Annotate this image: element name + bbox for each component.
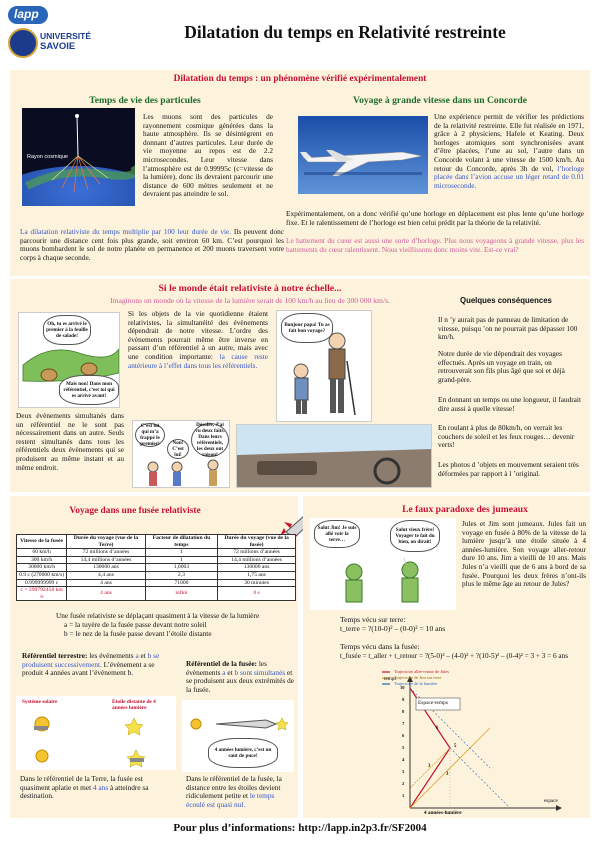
table-row [17,579,296,587]
simultaneity-text [128,310,268,370]
y-tick: 4 [402,757,405,762]
table-cell: 0.9 c (270000 km/s) [17,571,67,579]
rocket-frame-t2: et se produisent aux deux extrémités de la fusée. [186,667,295,694]
rocket-frame-title: Référentiel de la fusée: [186,659,257,668]
legend-3: Trajectoire de la lumière [394,681,438,686]
table-cell: infini [145,587,217,601]
earth-frame-bottom [20,775,170,801]
table-cell: 1,75 ans [218,571,296,579]
table-cell: c = 299792458 km /s [17,587,67,601]
grandpa-bubble: Bonjour papa! Tu as fait bon voyage? [281,313,333,343]
collision-bubble-2: Non! C’est lui! [167,439,189,459]
rocket-frame-bottom-1: Dans le référentiel de la fusée, la distance entre les étoiles devient ridiculement petite et [186,774,282,801]
cosmic-ray-image [22,108,135,206]
muons-note-blue: La dilatation relativiste du temps multiplie par 100 leur durée de vie. [20,227,232,236]
concorde-text-main: Une expérience permit de vérifier les prédictions de la relativité restreinte. Elle fut réalisée en 1971, grâce à 2 physiciens, Hafele et Keating. Deux horloges atomiques sont synchronisées avant d’être placées, l’une au sol, l’autre dans un Concorde volant à une vitesse de 1500 km/h. Au retour du Concorde, après 3h de vol, [434,112,584,173]
y-tick: 3 [402,769,405,774]
y-tick: 8 [402,709,405,714]
concorde-drawing [298,116,428,194]
x-axis-label: espace [544,798,558,804]
table-cell: 130000 ans [67,564,146,572]
consequence-4: En roulant à plus de 80km/h, on verrait les couchers de soleil et les feux rouges… devenir verts! [438,423,575,450]
table-cell: 2,3 [145,571,217,579]
table-row [17,549,296,557]
earth-frame-title: Référentiel terrestre: [22,651,88,660]
consequence-5: Les photos d ’objets en mouvement seraient très déformées par rapport à l ’original. [438,460,579,478]
table-row [17,556,296,564]
rocket-frame-bubble: 4 années lumière, c’est un saut de puce! [208,738,278,768]
table-row [17,587,296,601]
univ-logo-line2: SAVOIE [40,41,76,52]
earth-frame-text [22,652,172,678]
snail-race-cartoon [18,312,120,408]
cosmic-ray-label: Rayon cosmique [27,154,68,160]
earth-frame-et: et [140,651,146,660]
rocket-desc-3: b = le nez de la fusée passe devant l’étoile distante [64,629,212,638]
collision-witness-cartoon [132,420,230,488]
rocket-frame-diagram [182,700,294,772]
twins-bubble-1: Salut Jim! Je suis allé voir la terre… [314,520,360,548]
y-axis-label: temps [384,676,397,682]
point-label: 5 [454,744,457,749]
y-tick: 10 [400,685,405,690]
rocket-time-equation: t_fusée = t_aller + t_retour = ?(5-0)² – (4-0)² + ?(10-5)² – (0-4)² = 3 + 3 = 6 ans [340,652,568,660]
table-cell: 14,4 millions d’années [218,556,296,564]
page-title: Dilatation du temps en Relativité restreinte [184,22,506,42]
y-tick: 1 [402,793,405,798]
rocket-desc-1: Une fusée relativiste se déplaçant quasiment à la vitesse de la lumière [56,611,260,620]
point-label: 3 [428,764,431,769]
muons-note [20,228,284,262]
twins-text: Jules et Jim sont jumeaux. Jules fait un voyage en fusée à 80% de la vitesse de la lumière jusqu’à une étoile située à 4 années-lumière. Son voyage aller-retour dure 10 ans. Jim a vieilli de 10 ans. Mais Jules n’a vieilli que de 6 ans à bord de sa fusée. Pourquoi les deux frères n’ont-ils plus le même âge au retour de Jules? [462,519,586,589]
table-cell: 72 millions d’années [67,549,146,557]
section3-title: Voyage dans une fusée relativiste [69,506,201,516]
table-cell: 1 [145,549,217,557]
rocket-time-label: Temps vécu dans la fusée: [340,642,420,651]
concorde-title: Voyage à grande vitesse dans un Concorde [353,95,527,106]
section2-subtitle: Imaginons un monde où la vitesse de la lumière serait de 100 km/h au lieu de 300 000 km/s. [110,296,390,305]
point-label: 3 [446,772,449,777]
table-header-row [17,535,296,549]
collision-bubble-1: C’est lui qui m’a frappé le premier! [135,423,165,447]
table-header: Vitesse de la fusée [17,535,67,549]
table-cell: 30000 km/h [17,564,67,572]
concorde-heart-note: Le battement du cœur est aussi une sorte d’horloge. Plus nous voyageons à grande vitesse, plus les battements du cœur ralentissent. Nous vieillissons donc moins vite. Est-ce vrai? [286,236,584,254]
earth-frame-b: b [147,651,152,660]
table-row [17,564,296,572]
snail-bubble-1: Oh, tu es arrivé le premier à la feuille de salade! [43,315,91,345]
table-cell: 0 s [218,587,296,601]
earth-frame-t2: se produisent successivement. [22,651,160,669]
earth-time-label: Temps vécu sur terre: [340,615,406,624]
simultaneous-events-text: Deux évènements simultanés dans un référentiel ne le sont pas nécessairement dans un autre. Seuls restent simultanés dans tous les référentiels deux évènements qui se produisent au même instant et au même endroit. [16,411,124,472]
spacetime-diagram-drawing [380,668,586,816]
legend-2: Trajectoire de Jim sur terre [394,675,442,680]
consequence-2: Notre durée de vie dépendrait des voyages effectués. Après un voyage en train, on retrouverait son fils plus âgé que soi et déjà grand-père. [438,349,565,384]
earth-frame-t3: L’évènement a se produit 4 années avant l’évènement b. [22,659,155,678]
concorde-text [434,113,584,190]
univ-logo-line1: UNIVERSITÉ [40,31,92,41]
section4-title: Le faux paradoxe des jumeaux [402,504,528,515]
rocket-frame-simul: sont simultanés [239,667,286,677]
muons-title: Temps de vie des particules [89,95,201,106]
table-cell: 0.999999999 c [17,579,67,587]
consequences-title: Quelques conséquences [460,296,552,305]
table-row [17,571,296,579]
table-cell: 1 [145,556,217,564]
table-cell: 14,4 millions d’années [67,556,146,564]
car-dashboard-drawing [237,425,432,488]
muons-note-black: Ils peuvent donc parcourir une distance cent fois plus grande, soit environ 60 km. C’est pourquoi les muons bombardent le sol de notre planète en permanence et 200 muons traversent votre corps à chaque seconde. [20,227,284,262]
earth-frame-bottom-2: à atteindre sa destination. [20,782,149,801]
rocket-frame-b: b [234,667,239,677]
rocket-frame-et: et [227,667,233,677]
point-label: 6 [436,726,439,731]
y-tick: 6 [402,733,405,738]
table-cell: 1,0003 [145,564,217,572]
table-cell: 4 ans [67,587,146,601]
table-cell: 60 km/h [17,549,67,557]
rocket-frame-text [186,660,296,694]
table-cell: 130000 ans [218,564,296,572]
earth-frame-bottom-blue: 4 ans [92,782,109,792]
x-tick-label: 4 années-lumière [424,810,462,816]
rocket-frame-bottom [186,775,294,809]
concorde-image [298,116,428,194]
universite-savoie-logo [8,28,90,62]
section2-title: Si le monde était relativiste à notre échelle... [158,283,342,294]
table-header: Durée du voyage (vue de la fusée) [218,535,296,549]
y-tick: 2 [402,781,405,786]
grandpa-cartoon [276,310,372,422]
concorde-text-blue: l’horloge placée dans l’avion accuse un léger retard de 0.01 microseconde. [434,163,584,190]
table-cell: 300 km/h [17,556,67,564]
distant-star-label: Etoile distante de 4 années lumière [112,699,156,712]
table-header: Durée du voyage (vue de la Terre) [67,535,146,549]
solar-system-label: Système solaire [22,699,58,705]
earth-frame-t1: les évènements [89,651,134,660]
legend-1: Trajectoire aller-retour de Jules [394,669,449,674]
rocket-frame-a: a [222,667,226,677]
footer-info: Pour plus d’informations: http://lapp.in2p3.fr/SF2004 [173,822,427,834]
rocket-frame-bottom-blue: le temps écoulé est quasi nul. [186,791,275,809]
spacetime-diagram [380,668,586,816]
twins-bubble-2: Salut vieux frère! Voyager te fait du bien, on dirait! [390,520,440,552]
earth-frame-a: a [135,651,139,660]
section1-title: Dilatation du temps : un phénomène vérifié expérimentalement [173,74,427,84]
y-tick: 9 [402,697,405,702]
earth-frame-bottom-1: Dans le référentiel de la Terre, la fusée est quasiment aplatie et met [20,774,143,792]
simultaneity-text-main: Si les objets de la vie quotidienne étaient relativistes, la simultanéité des évènements dépendrait de notre vitesse. L’ordre des évènements pourrait même être inverse en passant d’un référentiel à un autre, mais avec une condition importante: [128,309,268,361]
earth-time-equation: t_terre = ?(10-0)² – (0-0)² = 10 ans [340,624,446,633]
car-dashboard-cartoon [236,424,432,488]
spacetime-box-label: Espace-temps [418,700,448,706]
simultaneity-text-blue: la cause reste antérieure à l’effet dans tous les référentiels. [128,351,268,370]
table-cell: 72 millions d’années [218,549,296,557]
table-cell: 30 minutes [218,579,296,587]
table-header: Facteur de dilatation du temps [145,535,217,549]
table-cell: 4 ans [67,579,146,587]
concorde-text2: Expérimentalement, on a donc vérifié qu’une horloge en déplacement est plus lente qu’une horloge fixe. Et le ralentissement de l’horloge est bien celui prédit par la théorie de la relativité. [286,209,584,227]
rocket-desc-2: a = la tuyère de la fusée passe devant notre soleil [64,620,207,629]
muons-text: Les muons sont des particules de rayonnement cosmique générées dans la haute atmosphère. Ils se désintègrent en donnant d’autres particules. Leur durée de vie moyenne au repos est de 2.2 microsecondes. Leur vitesse dans l’atmosphère est de 0.99995c (c=vitesse de la lumière), donc ils devraient parcourir une distance de 600 mètres seulement et ne devraient pas atteindre le sol. [143,112,273,199]
twins-cartoon [310,518,456,610]
table-cell: 71000 [145,579,217,587]
consequence-3: En donnant un temps ou une longueur, il faudrait dire aussi à quelle vitesse! [438,395,581,413]
rocket-speed-table [16,534,296,601]
y-tick: 5 [402,745,405,750]
consequence-1: Il n ’y aurait pas de panneau de limitation de vitesse, puisqu ’on ne pourrait pas dépasser 100 km/h. [438,315,578,342]
y-tick: 7 [402,721,405,726]
lapp-logo-text: lapp [14,7,39,21]
table-cell: 4,4 ans [67,571,146,579]
collision-bubble-3: Désolée, J’ai vu deux faits. Dans leurs référentiels, les deux ont raison! [191,423,229,457]
snail-bubble-2: Mais non! Dans mon référentiel, c’est toi qui es arrivé avant! [59,375,119,405]
lapp-logo [8,4,50,28]
rocket-frame-t1: les évènements [186,659,267,677]
earth-frame-diagram [16,696,176,770]
